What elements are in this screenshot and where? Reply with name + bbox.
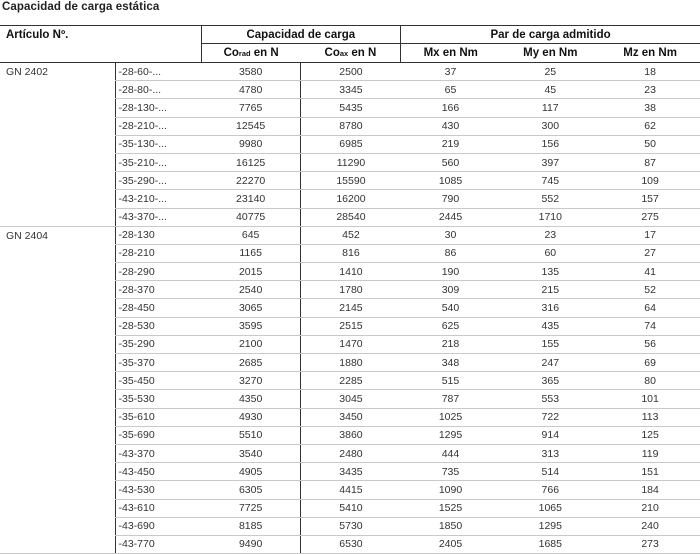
my-cell: 316 bbox=[500, 299, 600, 317]
c0rad-cell: 2100 bbox=[201, 335, 301, 353]
load-capacity-table bbox=[0, 25, 700, 554]
table-row bbox=[0, 535, 700, 553]
table-row bbox=[0, 190, 700, 208]
article-cell bbox=[0, 354, 115, 372]
c0rad-cell: 3595 bbox=[201, 317, 301, 335]
variant-cell: -28-210-... bbox=[115, 117, 201, 135]
c0ax-cell: 8780 bbox=[301, 117, 401, 135]
table-row bbox=[0, 299, 700, 317]
mx-cell: 1295 bbox=[401, 426, 501, 444]
c0rad-cell: 5510 bbox=[201, 426, 301, 444]
variant-cell: -43-210-... bbox=[115, 190, 201, 208]
c0ax-cell: 5435 bbox=[301, 99, 401, 117]
mz-cell: 41 bbox=[600, 263, 700, 281]
variant-cell: -28-530 bbox=[115, 317, 201, 335]
mx-cell: 540 bbox=[401, 299, 501, 317]
table-row bbox=[0, 408, 700, 426]
c0ax-cell: 1410 bbox=[301, 263, 401, 281]
c0rad-cell: 8185 bbox=[201, 517, 301, 535]
c0ax-cell: 3435 bbox=[301, 463, 401, 481]
variant-cell: -35-290 bbox=[115, 335, 201, 353]
mx-cell: 166 bbox=[401, 99, 501, 117]
c0ax-cell: 2145 bbox=[301, 299, 401, 317]
mz-cell: 64 bbox=[600, 299, 700, 317]
my-cell: 766 bbox=[500, 481, 600, 499]
variant-cell: -28-80-... bbox=[115, 81, 201, 99]
variant-cell: -35-290-... bbox=[115, 172, 201, 190]
mx-cell: 309 bbox=[401, 281, 501, 299]
c0rad-header: Corad en N bbox=[201, 44, 301, 63]
table-row bbox=[0, 99, 700, 117]
mz-cell: 23 bbox=[600, 81, 700, 99]
c0rad-cell: 3540 bbox=[201, 444, 301, 462]
mz-cell: 151 bbox=[600, 463, 700, 481]
my-cell: 722 bbox=[500, 408, 600, 426]
article-cell bbox=[0, 426, 115, 444]
c0ax-header: Coax en N bbox=[301, 44, 401, 63]
c0ax-cell: 1880 bbox=[301, 354, 401, 372]
c0rad-cell: 40775 bbox=[201, 208, 301, 226]
variant-cell: -35-690 bbox=[115, 426, 201, 444]
mx-cell: 735 bbox=[401, 463, 501, 481]
mx-cell: 65 bbox=[401, 81, 501, 99]
mx-cell: 2405 bbox=[401, 535, 501, 553]
c0rad-cell: 22270 bbox=[201, 172, 301, 190]
article-cell bbox=[0, 481, 115, 499]
variant-cell: -28-290 bbox=[115, 263, 201, 281]
c0ax-cell: 3045 bbox=[301, 390, 401, 408]
mz-cell: 17 bbox=[600, 226, 700, 244]
c0rad-cell: 1165 bbox=[201, 244, 301, 262]
my-cell: 155 bbox=[500, 335, 600, 353]
article-cell bbox=[0, 390, 115, 408]
variant-cell: -43-370 bbox=[115, 444, 201, 462]
table-row bbox=[0, 226, 700, 244]
my-cell: 23 bbox=[500, 226, 600, 244]
article-cell bbox=[0, 172, 115, 190]
variant-cell: -43-370-... bbox=[115, 208, 201, 226]
mx-cell: 219 bbox=[401, 135, 501, 153]
table-row bbox=[0, 444, 700, 462]
mz-cell: 210 bbox=[600, 499, 700, 517]
c0rad-cell: 12545 bbox=[201, 117, 301, 135]
c0ax-cell: 15590 bbox=[301, 172, 401, 190]
mz-cell: 119 bbox=[600, 444, 700, 462]
my-cell: 745 bbox=[500, 172, 600, 190]
my-cell: 135 bbox=[500, 263, 600, 281]
mz-cell: 273 bbox=[600, 535, 700, 553]
mx-cell: 1525 bbox=[401, 499, 501, 517]
mx-cell: 2445 bbox=[401, 208, 501, 226]
table-row bbox=[0, 172, 700, 190]
c0rad-cell: 4930 bbox=[201, 408, 301, 426]
c0rad-cell: 9980 bbox=[201, 135, 301, 153]
article-cell bbox=[0, 517, 115, 535]
variant-cell: -35-610 bbox=[115, 408, 201, 426]
my-cell: 397 bbox=[500, 153, 600, 171]
variant-cell: -28-370 bbox=[115, 281, 201, 299]
table-row bbox=[0, 81, 700, 99]
table-row bbox=[0, 517, 700, 535]
mz-cell: 109 bbox=[600, 172, 700, 190]
mz-cell: 87 bbox=[600, 153, 700, 171]
my-cell: 552 bbox=[500, 190, 600, 208]
mx-cell: 1085 bbox=[401, 172, 501, 190]
c0rad-cell: 16125 bbox=[201, 153, 301, 171]
mx-cell: 218 bbox=[401, 335, 501, 353]
article-cell bbox=[0, 335, 115, 353]
article-cell bbox=[0, 190, 115, 208]
c0ax-cell: 6985 bbox=[301, 135, 401, 153]
mz-cell: 62 bbox=[600, 117, 700, 135]
c0rad-cell: 23140 bbox=[201, 190, 301, 208]
variant-cell: -43-610 bbox=[115, 499, 201, 517]
mx-cell: 348 bbox=[401, 354, 501, 372]
my-cell: 300 bbox=[500, 117, 600, 135]
my-cell: 365 bbox=[500, 372, 600, 390]
article-cell bbox=[0, 135, 115, 153]
mx-cell: 1090 bbox=[401, 481, 501, 499]
table-body bbox=[0, 63, 700, 554]
article-cell bbox=[0, 299, 115, 317]
c0rad-cell: 7765 bbox=[201, 99, 301, 117]
my-cell: 247 bbox=[500, 354, 600, 372]
c0ax-cell: 452 bbox=[301, 226, 401, 244]
my-cell: 117 bbox=[500, 99, 600, 117]
mz-cell: 101 bbox=[600, 390, 700, 408]
article-cell bbox=[0, 317, 115, 335]
c0rad-cell: 4780 bbox=[201, 81, 301, 99]
mx-cell: 86 bbox=[401, 244, 501, 262]
mz-cell: 52 bbox=[600, 281, 700, 299]
c0rad-cell: 3270 bbox=[201, 372, 301, 390]
mz-header: Mz en Nm bbox=[600, 44, 700, 63]
table-row bbox=[0, 317, 700, 335]
my-cell: 1685 bbox=[500, 535, 600, 553]
mx-cell: 625 bbox=[401, 317, 501, 335]
my-cell: 60 bbox=[500, 244, 600, 262]
table-title: Capacidad de carga estática bbox=[2, 1, 160, 13]
my-cell: 914 bbox=[500, 426, 600, 444]
mx-cell: 37 bbox=[401, 63, 501, 81]
c0rad-cell: 3580 bbox=[201, 63, 301, 81]
article-cell bbox=[0, 408, 115, 426]
article-cell bbox=[0, 244, 115, 262]
variant-cell: -28-210 bbox=[115, 244, 201, 262]
mx-cell: 790 bbox=[401, 190, 501, 208]
article-cell bbox=[0, 117, 115, 135]
variant-cell: -28-60-... bbox=[115, 63, 201, 81]
mx-cell: 515 bbox=[401, 372, 501, 390]
my-cell: 45 bbox=[500, 81, 600, 99]
table-row bbox=[0, 499, 700, 517]
mx-cell: 444 bbox=[401, 444, 501, 462]
mz-cell: 74 bbox=[600, 317, 700, 335]
table-row bbox=[0, 426, 700, 444]
article-cell: GN 2404 bbox=[6, 229, 49, 242]
variant-cell: -43-450 bbox=[115, 463, 201, 481]
mx-cell: 1025 bbox=[401, 408, 501, 426]
my-cell: 313 bbox=[500, 444, 600, 462]
c0ax-cell: 3345 bbox=[301, 81, 401, 99]
c0ax-cell: 3450 bbox=[301, 408, 401, 426]
article-cell bbox=[0, 444, 115, 462]
my-cell: 435 bbox=[500, 317, 600, 335]
c0rad-cell: 645 bbox=[201, 226, 301, 244]
table-row bbox=[0, 153, 700, 171]
mz-cell: 50 bbox=[600, 135, 700, 153]
table-row bbox=[0, 281, 700, 299]
table-row bbox=[0, 135, 700, 153]
c0ax-cell: 1780 bbox=[301, 281, 401, 299]
my-cell: 215 bbox=[500, 281, 600, 299]
table-row bbox=[0, 208, 700, 226]
c0ax-cell: 5410 bbox=[301, 499, 401, 517]
c0ax-cell: 5730 bbox=[301, 517, 401, 535]
mz-cell: 18 bbox=[600, 63, 700, 81]
my-header: My en Nm bbox=[500, 44, 600, 63]
article-cell bbox=[0, 208, 115, 226]
my-cell: 514 bbox=[500, 463, 600, 481]
mz-cell: 80 bbox=[600, 372, 700, 390]
my-cell: 156 bbox=[500, 135, 600, 153]
article-cell bbox=[0, 499, 115, 517]
table-row bbox=[0, 390, 700, 408]
table-row bbox=[0, 354, 700, 372]
c0rad-cell: 2015 bbox=[201, 263, 301, 281]
article-cell bbox=[0, 263, 115, 281]
mz-cell: 184 bbox=[600, 481, 700, 499]
table-row bbox=[0, 117, 700, 135]
variant-cell: -43-530 bbox=[115, 481, 201, 499]
my-cell: 553 bbox=[500, 390, 600, 408]
c0rad-cell: 9490 bbox=[201, 535, 301, 553]
article-cell bbox=[0, 281, 115, 299]
c0ax-cell: 6530 bbox=[301, 535, 401, 553]
table-row bbox=[0, 481, 700, 499]
c0rad-cell: 2540 bbox=[201, 281, 301, 299]
c0rad-cell: 4905 bbox=[201, 463, 301, 481]
table-row bbox=[0, 372, 700, 390]
c0ax-cell: 1470 bbox=[301, 335, 401, 353]
variant-cell: -35-210-... bbox=[115, 153, 201, 171]
mz-cell: 113 bbox=[600, 408, 700, 426]
variant-cell: -43-770 bbox=[115, 535, 201, 553]
c0ax-cell: 816 bbox=[301, 244, 401, 262]
c0ax-cell: 4415 bbox=[301, 481, 401, 499]
my-cell: 25 bbox=[500, 63, 600, 81]
table-row bbox=[0, 463, 700, 481]
c0ax-cell: 2480 bbox=[301, 444, 401, 462]
mx-cell: 1850 bbox=[401, 517, 501, 535]
my-cell: 1710 bbox=[500, 208, 600, 226]
mx-cell: 190 bbox=[401, 263, 501, 281]
variant-cell: -28-130-... bbox=[115, 99, 201, 117]
variant-cell: -28-130 bbox=[115, 226, 201, 244]
mx-cell: 560 bbox=[401, 153, 501, 171]
c0ax-cell: 3860 bbox=[301, 426, 401, 444]
article-cell bbox=[0, 372, 115, 390]
mx-cell: 30 bbox=[401, 226, 501, 244]
variant-cell: -43-690 bbox=[115, 517, 201, 535]
mz-cell: 125 bbox=[600, 426, 700, 444]
article-cell bbox=[0, 99, 115, 117]
article-cell bbox=[0, 535, 115, 553]
mz-cell: 240 bbox=[600, 517, 700, 535]
c0ax-cell: 2500 bbox=[301, 63, 401, 81]
article-cell: GN 2402 bbox=[6, 65, 49, 78]
table-row bbox=[0, 335, 700, 353]
mz-cell: 27 bbox=[600, 244, 700, 262]
table-row bbox=[0, 244, 700, 262]
table-row bbox=[0, 263, 700, 281]
article-cell bbox=[0, 463, 115, 481]
variant-cell: -28-450 bbox=[115, 299, 201, 317]
c0rad-cell: 7725 bbox=[201, 499, 301, 517]
mx-cell: 787 bbox=[401, 390, 501, 408]
mz-cell: 157 bbox=[600, 190, 700, 208]
c0ax-cell: 28540 bbox=[301, 208, 401, 226]
variant-cell: -35-370 bbox=[115, 354, 201, 372]
capacity-header: Capacidad de carga bbox=[201, 26, 401, 44]
mz-cell: 56 bbox=[600, 335, 700, 353]
my-cell: 1065 bbox=[500, 499, 600, 517]
mx-header: Mx en Nm bbox=[401, 44, 501, 63]
my-cell: 1295 bbox=[500, 517, 600, 535]
c0ax-cell: 2515 bbox=[301, 317, 401, 335]
c0ax-cell: 16200 bbox=[301, 190, 401, 208]
c0rad-cell: 2685 bbox=[201, 354, 301, 372]
c0rad-cell: 6305 bbox=[201, 481, 301, 499]
mz-cell: 38 bbox=[600, 99, 700, 117]
variant-cell: -35-450 bbox=[115, 372, 201, 390]
article-header: Artículo Nº. bbox=[0, 26, 201, 63]
c0rad-cell: 4350 bbox=[201, 390, 301, 408]
c0rad-cell: 3065 bbox=[201, 299, 301, 317]
article-cell bbox=[0, 81, 115, 99]
c0ax-cell: 11290 bbox=[301, 153, 401, 171]
variant-cell: -35-130-... bbox=[115, 135, 201, 153]
torque-header: Par de carga admitido bbox=[401, 26, 700, 44]
table-row bbox=[0, 63, 700, 81]
c0ax-cell: 2285 bbox=[301, 372, 401, 390]
variant-cell: -35-530 bbox=[115, 390, 201, 408]
mx-cell: 430 bbox=[401, 117, 501, 135]
article-cell bbox=[0, 153, 115, 171]
mz-cell: 69 bbox=[600, 354, 700, 372]
mz-cell: 275 bbox=[600, 208, 700, 226]
